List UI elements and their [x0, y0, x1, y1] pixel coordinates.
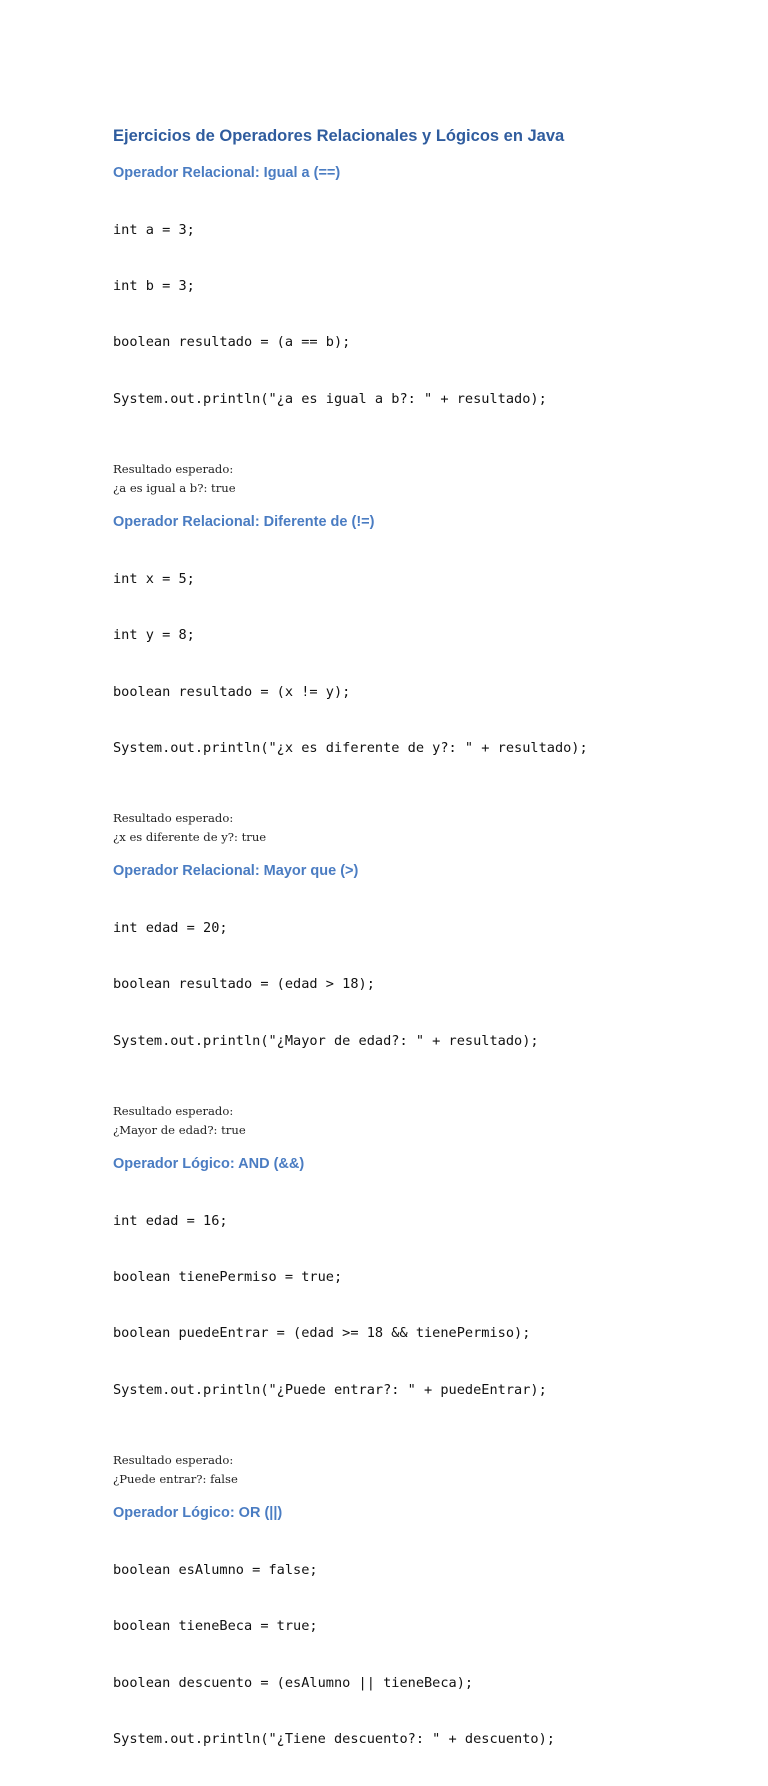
code-line: boolean esAlumno = false;: [113, 1561, 318, 1578]
code-line: boolean resultado = (edad > 18);: [113, 976, 375, 993]
expected-result: [113, 809, 733, 847]
code-block: [113, 881, 733, 1088]
document-title: Ejercicios de Operadores Relacionales y Lógicos en Java: [113, 127, 565, 145]
section-equal: [113, 163, 733, 498]
code-line: System.out.println("¿Tiene descuento?: " + descuento);: [113, 1731, 555, 1747]
expected-result: [113, 1102, 733, 1140]
result-label: Resultado esperado:: [113, 811, 234, 826]
section-and: [113, 1154, 733, 1489]
expected-result: [113, 460, 733, 498]
section-greater-than: [113, 861, 733, 1140]
code-line: int b = 3;: [113, 277, 195, 294]
expected-result: [113, 1451, 733, 1489]
code-line: boolean resultado = (a == b);: [113, 334, 351, 351]
code-line: System.out.println("¿Puede entrar?: " + puedeEntrar);: [113, 1381, 547, 1398]
result-value: ¿Puede entrar?: false: [113, 1472, 238, 1487]
code-line: int x = 5;: [113, 570, 195, 587]
code-line: System.out.println("¿Mayor de edad?: " + resultado);: [113, 1032, 539, 1049]
section-heading: Operador Lógico: AND (&&): [113, 1156, 305, 1173]
code-line: System.out.println("¿a es igual a b?: " + resultado);: [113, 390, 547, 407]
code-block: [113, 183, 733, 446]
section-heading: Operador Relacional: Diferente de (!=): [113, 514, 375, 531]
section-heading: Operador Lógico: OR (||): [113, 1505, 283, 1522]
result-value: ¿Mayor de edad?: true: [113, 1123, 246, 1138]
code-line: int edad = 20;: [113, 919, 228, 936]
code-block: [113, 532, 733, 795]
code-line: int a = 3;: [113, 221, 195, 238]
code-line: boolean puedeEntrar = (edad >= 18 && tienePermiso);: [113, 1325, 531, 1342]
code-line: boolean descuento = (esAlumno || tieneBeca);: [113, 1674, 474, 1691]
code-line: boolean tienePermiso = true;: [113, 1269, 343, 1286]
code-line: boolean resultado = (x != y);: [113, 683, 351, 700]
document-page: [113, 125, 733, 1786]
code-block: [113, 1523, 733, 1786]
section-not-equal: [113, 512, 733, 847]
code-line: System.out.println("¿x es diferente de y?: " + resultado);: [113, 739, 588, 756]
section-heading: Operador Relacional: Igual a (==): [113, 165, 341, 181]
section-heading: Operador Relacional: Mayor que (>): [113, 863, 359, 880]
section-or: [113, 1503, 733, 1786]
result-label: Resultado esperado:: [113, 462, 234, 477]
result-label: Resultado esperado:: [113, 1453, 234, 1468]
code-line: boolean tieneBeca = true;: [113, 1618, 318, 1635]
code-line: int y = 8;: [113, 627, 195, 644]
result-value: ¿a es igual a b?: true: [113, 481, 236, 496]
result-value: ¿x es diferente de y?: true: [113, 830, 267, 845]
code-block: [113, 1174, 733, 1437]
code-line: int edad = 16;: [113, 1212, 228, 1229]
result-label: Resultado esperado:: [113, 1104, 234, 1119]
